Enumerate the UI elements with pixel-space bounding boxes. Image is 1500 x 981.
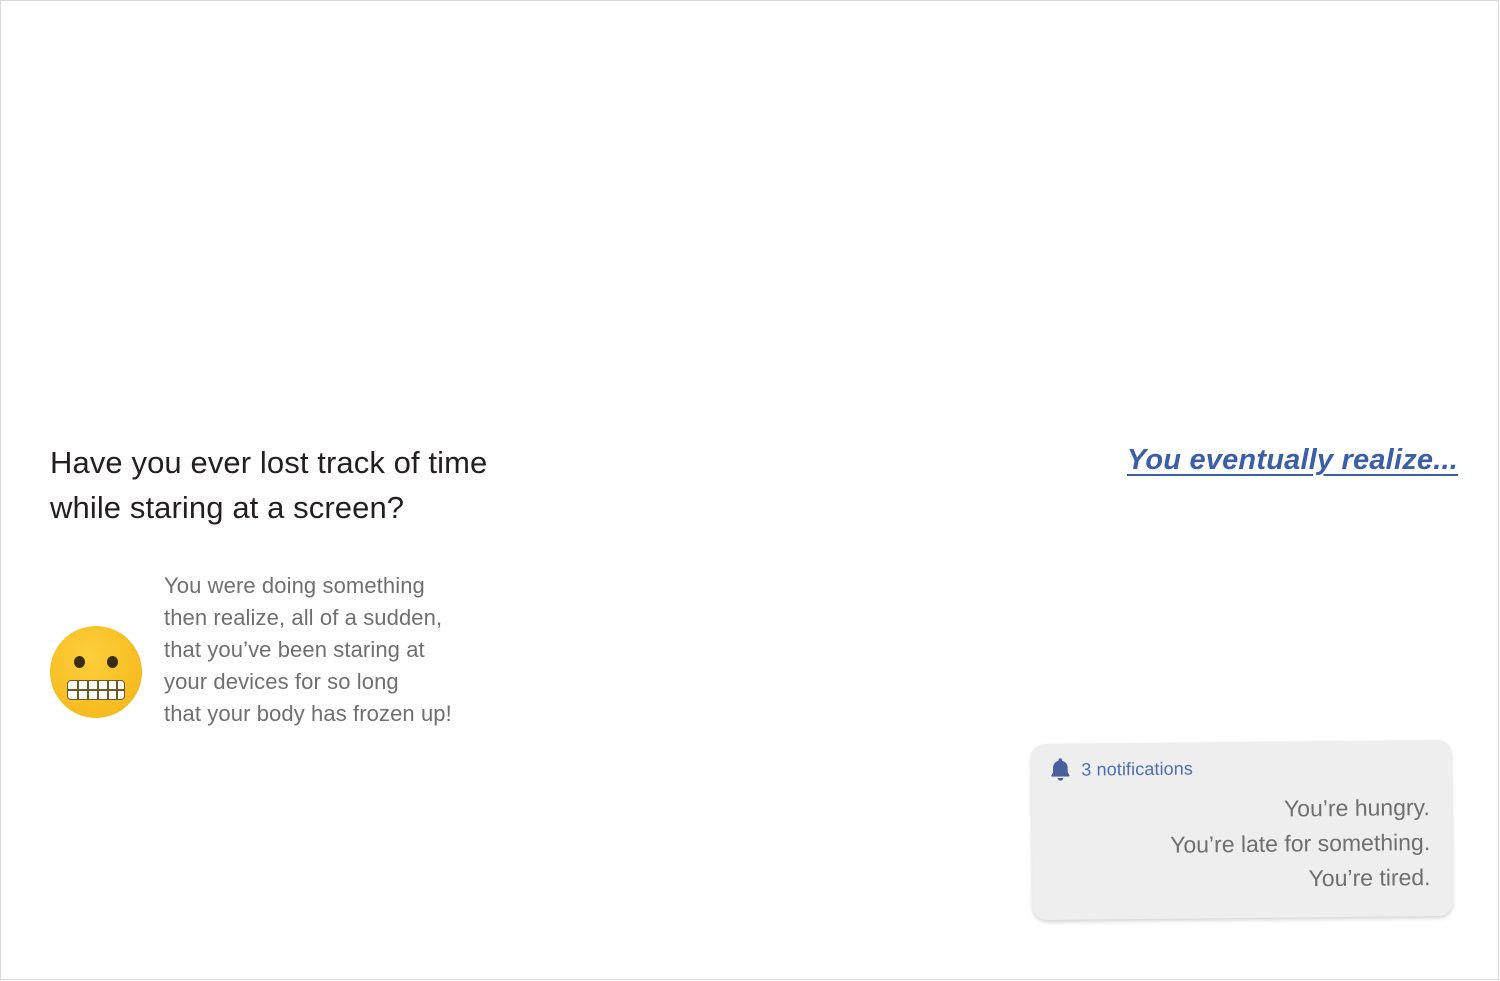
emoji-eye-right (107, 656, 118, 668)
bell-icon (1047, 756, 1073, 784)
body-line: that your body has frozen up! (164, 701, 452, 726)
body-line: then realize, all of a sudden, (164, 605, 443, 630)
body-line: that you’ve been staring at (164, 637, 425, 662)
body-line: your devices for so long (164, 669, 399, 694)
emoji-eye-left (74, 656, 85, 668)
body-line: You were doing something (164, 573, 425, 598)
notification-list (1170, 790, 1431, 898)
emoji-tooth-line (97, 681, 99, 699)
emoji-face-circle (50, 626, 142, 718)
body-block (50, 570, 670, 730)
list-item: You’re late for something. (1170, 829, 1431, 858)
emoji-container (50, 570, 150, 718)
notification-card (1031, 740, 1453, 920)
body-paragraph (164, 570, 452, 730)
list-item: You’re tired. (1308, 864, 1431, 892)
notification-header (1047, 755, 1193, 785)
headline-line-2: while staring at a screen? (50, 490, 405, 525)
emoji-tooth-line (77, 681, 79, 699)
right-section-title: You eventually realize... (1126, 444, 1458, 476)
emoji-tooth-line (116, 681, 118, 699)
grimacing-face-emoji (50, 626, 142, 718)
headline-line-1: Have you ever lost track of time (50, 445, 488, 480)
emoji-tooth-line (107, 681, 109, 699)
left-column (50, 440, 670, 730)
notification-count-label: 3 notifications (1081, 758, 1194, 780)
page-title (50, 440, 670, 530)
emoji-mouth (67, 680, 125, 700)
list-item: You’re hungry. (1283, 794, 1430, 822)
emoji-tooth-line (87, 681, 89, 699)
